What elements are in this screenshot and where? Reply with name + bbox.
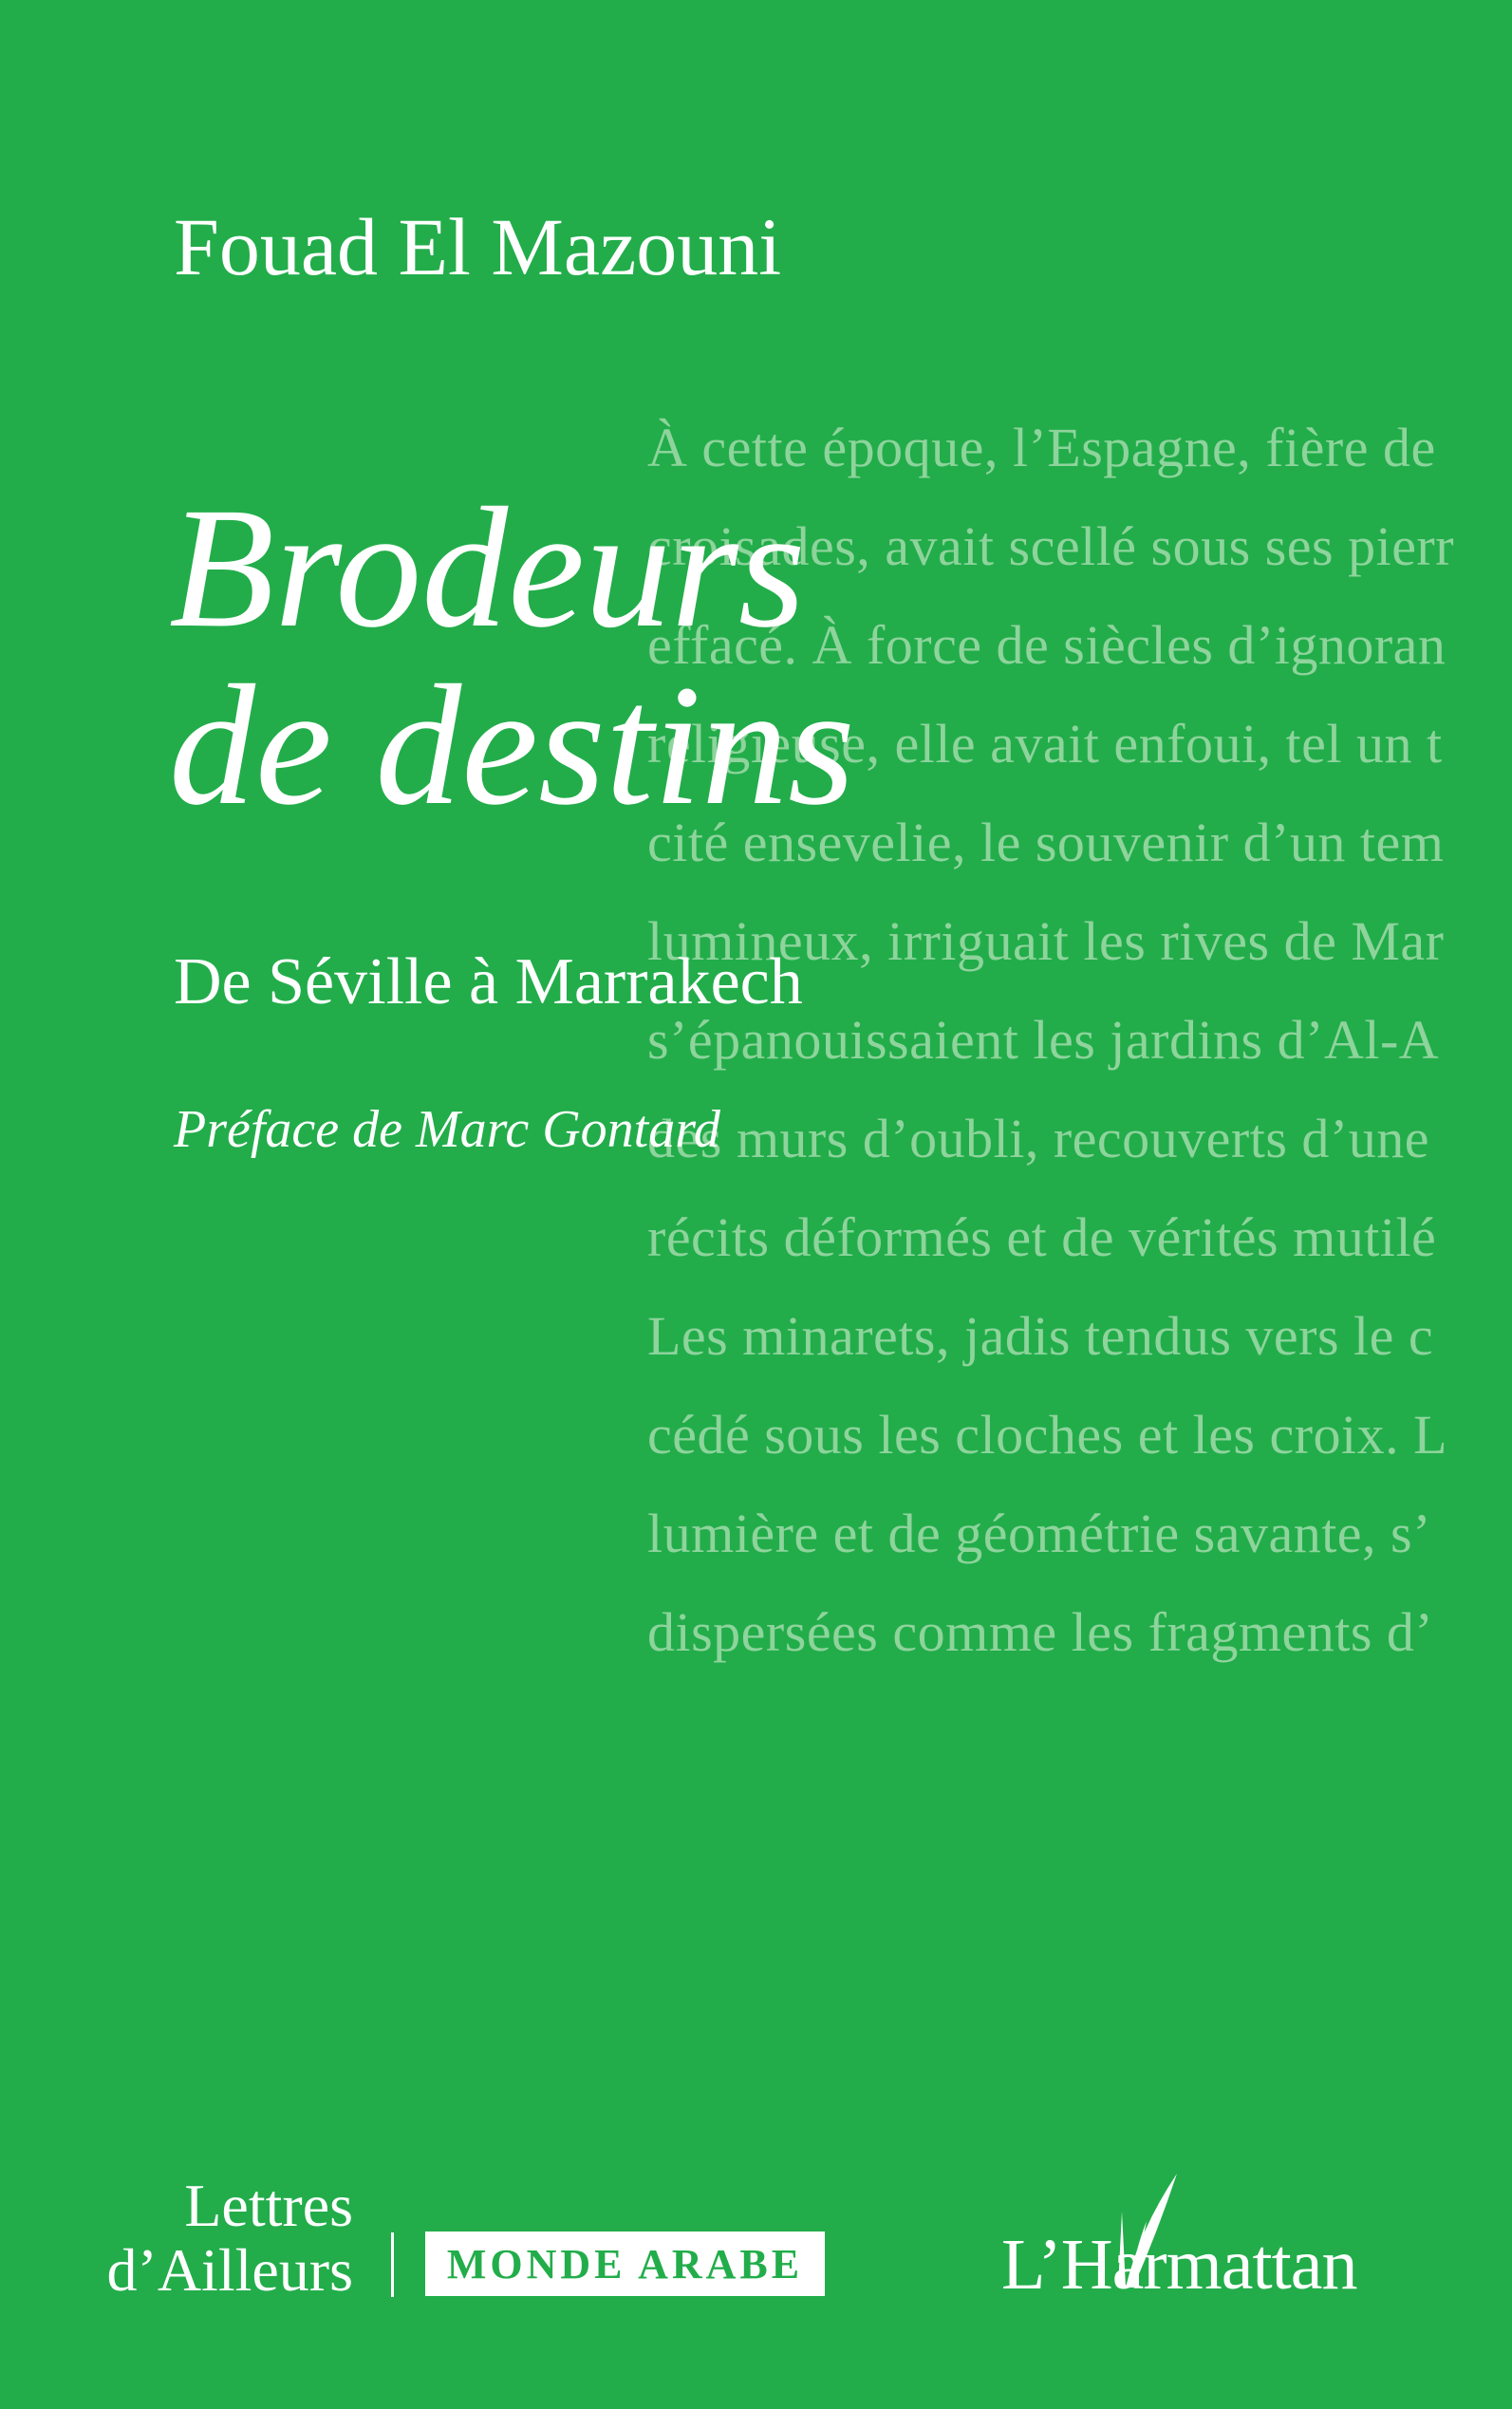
author-name: Fouad El Mazouni [174,201,782,292]
series-label: MONDE ARABE [425,2232,825,2296]
excerpt-line: dispersées comme les fragments d’ [647,1601,1434,1663]
book-title-line-2: de destins [169,650,855,841]
collection-line-1: Lettres [184,2172,353,2239]
excerpt-line: lumière et de géométrie savante, s’ [647,1503,1431,1564]
excerpt-line: effacé. À force de siècles d’ignoran [647,614,1447,676]
excerpt-line: s’épanouissaient les jardins d’Al-A [647,1009,1440,1071]
excerpt-line: croisades, avait scellé sous ses pierr [647,515,1455,577]
publisher-logo [1001,2174,1357,2306]
excerpt-line: cédé sous les cloches et les croix. L [647,1404,1448,1466]
book-subtitle: De Séville à Marrakech [174,945,803,1018]
excerpt-line: À cette époque, l’Espagne, fière de [647,417,1436,478]
collection-line-2: d’Ailleurs [106,2236,353,2304]
excerpt-line: lumineux, irriguait les rives de Mar [647,910,1445,972]
excerpt-line: cité ensevelie, le souvenir d’un tem [647,812,1445,873]
collection-name [107,2174,354,2303]
excerpt-line: récits déformés et de vérités mutilé [647,1206,1437,1268]
publisher-name: L’Harmattan [1001,2225,1357,2305]
book-title-line-1: Brodeurs [169,473,806,663]
excerpt-line: religieuse, elle avait enfoui, tel un t [647,713,1443,775]
collection-divider [391,2232,394,2297]
preface-credit: Préface de Marc Gontard [174,1100,720,1159]
excerpt-line: des murs d’oubli, recouverts d’une [647,1108,1429,1169]
excerpt-line: Les minarets, jadis tendus vers le c [647,1305,1434,1367]
